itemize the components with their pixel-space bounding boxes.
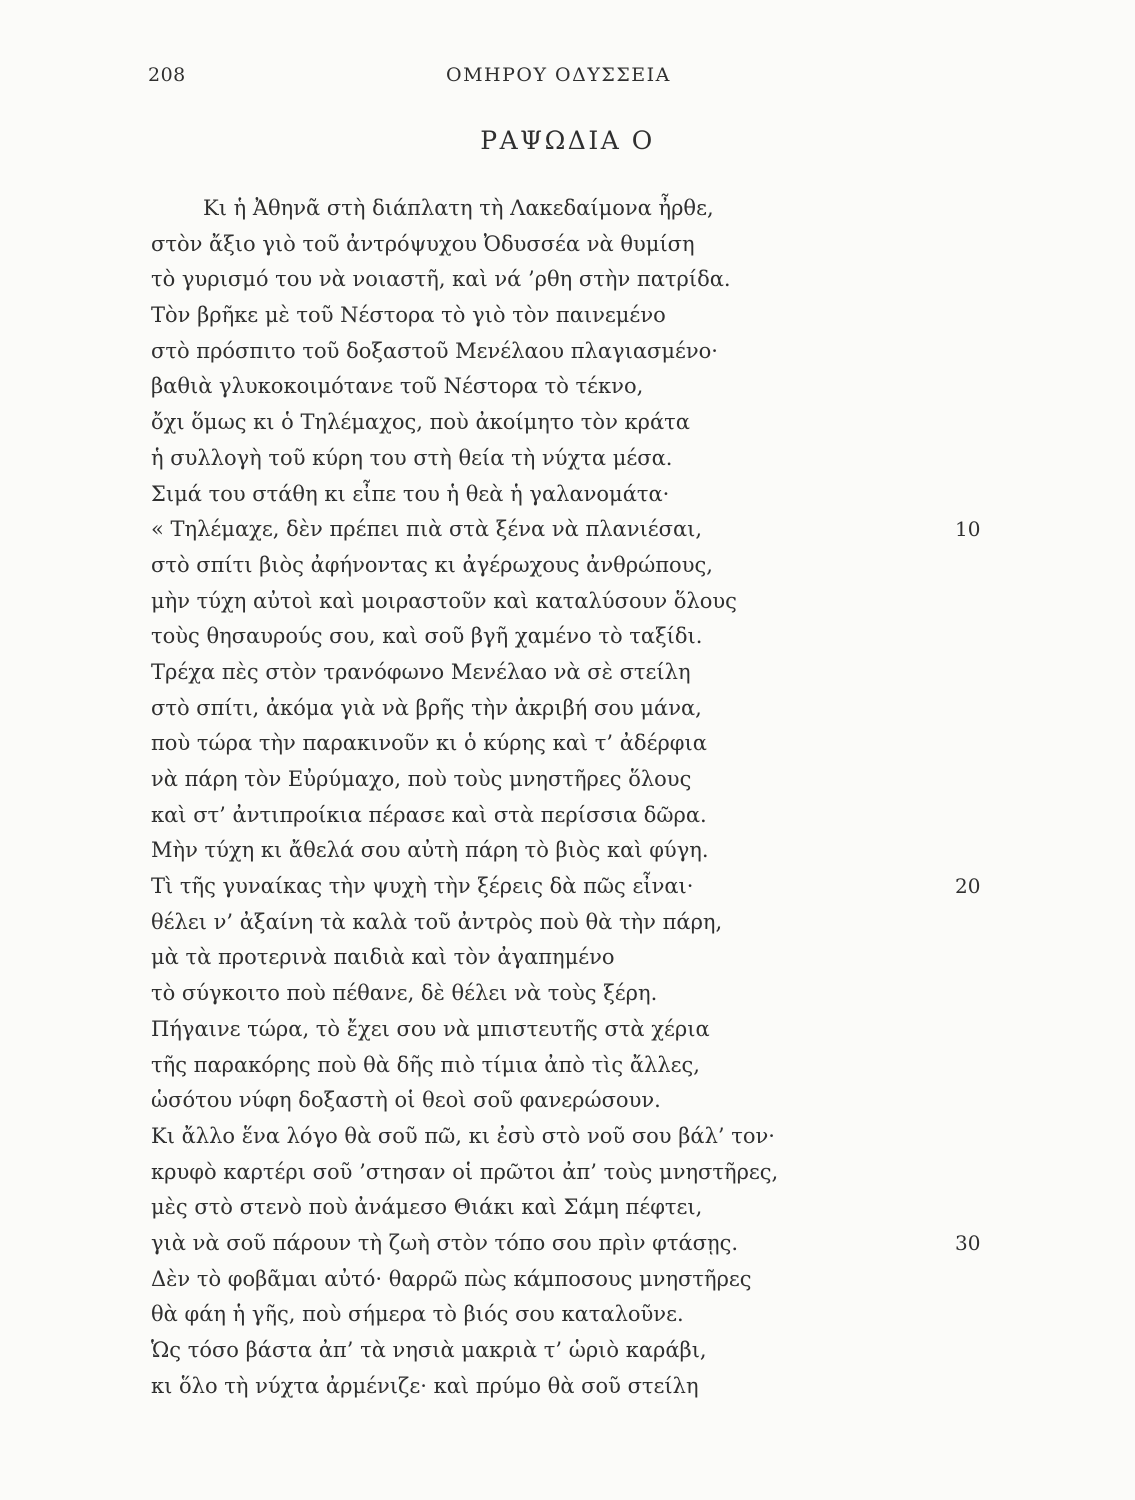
verse-line bbox=[151, 833, 1071, 869]
verse-text: Κι ἄλλο ἕνα λόγο θὰ σοῦ πῶ, κι ἐσὺ στὸ νοῦ σου βάλ’ τον· bbox=[151, 1123, 775, 1148]
chapter-title: ΡΑΨΩΔΙΑ Ο bbox=[480, 126, 655, 155]
verse-line bbox=[151, 1369, 1071, 1405]
verse-text: μὰ τὰ προτερινὰ παιδιὰ καὶ τὸν ἀγαπημένο bbox=[151, 945, 615, 970]
verse-line bbox=[151, 655, 1071, 691]
verse-text: τῆς παρακόρης ποὺ θὰ δῆς πιὸ τίμια ἀπὸ τὶς ἄλλες, bbox=[151, 1052, 700, 1077]
verse-text: Δὲν τὸ φοβᾶμαι αὐτό· θαρρῶ πὼς κάμποσους μνηστῆρες bbox=[151, 1266, 752, 1291]
verse-text: καὶ στ’ ἀντιπροίκια πέρασε καὶ στὰ περίσσια δῶρα. bbox=[151, 802, 707, 827]
verse-line bbox=[151, 1155, 1071, 1191]
verse-line bbox=[151, 1226, 1071, 1262]
verse-line bbox=[151, 1119, 1071, 1155]
verse-text: νὰ πάρη τὸν Εὐρύμαχο, ποὺ τοὺς μνηστῆρες ὅλους bbox=[151, 767, 692, 791]
verse-text: Κι ἡ Ἀθηνᾶ στὴ διάπλατη τὴ Λακεδαίμονα ἦρθε, bbox=[203, 196, 714, 220]
verse-line bbox=[151, 1333, 1071, 1369]
verse-text: Μὴν τύχη κι ἄθελά σου αὐτὴ πάρη τὸ βιὸς καὶ φύγη. bbox=[151, 838, 709, 863]
verse-block bbox=[151, 191, 1071, 1404]
verse-line bbox=[151, 405, 1071, 441]
verse-line bbox=[151, 1048, 1071, 1084]
verse-line bbox=[151, 334, 1071, 370]
verse-number: 20 bbox=[955, 874, 981, 899]
verse-line bbox=[151, 191, 1071, 227]
verse-text: τὸ γυρισμό του νὰ νοιαστῆ, καὶ νά ’ρθη στὴν πατρίδα. bbox=[151, 267, 731, 292]
verse-line bbox=[151, 262, 1071, 298]
verse-number: 30 bbox=[955, 1230, 981, 1255]
verse-text: στὸ σπίτι, ἀκόμα γιὰ νὰ βρῆς τὴν ἀκριβή σου μάνα, bbox=[151, 695, 702, 720]
verse-line bbox=[151, 1297, 1071, 1333]
verse-text: Τρέχα πὲς στὸν τρανόφωνο Μενέλαο νὰ σὲ στείλη bbox=[151, 659, 691, 684]
verse-text: Ὡς τόσο βάστα ἀπ’ τὰ νησιὰ μακριὰ τ’ ὡριὸ καράβι, bbox=[151, 1338, 707, 1362]
verse-text: Πήγαινε τώρα, τὸ ἔχει σου νὰ μπιστευτῆς στὰ χέρια bbox=[151, 1016, 710, 1041]
verse-line bbox=[151, 298, 1071, 334]
verse-text: ποὺ τώρα τὴν παρακινοῦν κι ὁ κύρης καὶ τ’ ἀδέρφια bbox=[151, 731, 707, 756]
verse-text: ὄχι ὅμως κι ὁ Τηλέμαχος, ποὺ ἀκοίμητο τὸν κράτα bbox=[151, 410, 690, 435]
verse-text: θέλει ν’ ἀξαίνη τὰ καλὰ τοῦ ἀντρὸς ποὺ θὰ τὴν πάρη, bbox=[151, 909, 723, 934]
verse-text: κι ὅλο τὴ νύχτα ἀρμένιζε· καὶ πρύμο θὰ σοῦ στείλη bbox=[151, 1373, 699, 1398]
verse-text: Τὶ τῆς γυναίκας τὴν ψυχὴ τὴν ξέρεις δὰ πῶς εἶναι· bbox=[151, 874, 694, 899]
verse-text: στὸν ἄξιο γιὸ τοῦ ἀντρόψυχου Ὀδυσσέα νὰ θυμίση bbox=[151, 231, 695, 256]
verse-text: Σιμά του στάθη κι εἶπε του ἡ θεὰ ἡ γαλανομάτα· bbox=[151, 481, 670, 506]
verse-text: « Τηλέμαχε, δὲν πρέπει πιὰ στὰ ξένα νὰ πλανιέσαι, bbox=[151, 517, 703, 542]
verse-line bbox=[151, 441, 1071, 477]
verse-text: στὸ πρόσπιτο τοῦ δοξαστοῦ Μενέλαου πλαγιασμένο· bbox=[151, 338, 718, 363]
verse-line bbox=[151, 976, 1071, 1012]
verse-text: μὴν τύχη αὐτοὶ καὶ μοιραστοῦν καὶ καταλύσουν ὅλους bbox=[151, 588, 737, 613]
verse-line bbox=[151, 548, 1071, 584]
verse-text: τοὺς θησαυρούς σου, καὶ σοῦ βγῆ χαμένο τὸ ταξίδι. bbox=[151, 624, 703, 649]
verse-text: ὡσότου νύφη δοξαστὴ οἱ θεοὶ σοῦ φανερώσουν. bbox=[151, 1088, 661, 1113]
verse-line bbox=[151, 905, 1071, 941]
verse-line bbox=[151, 369, 1071, 405]
verse-text: μὲς στὸ στενὸ ποὺ ἀνάμεσο Θιάκι καὶ Σάμη πέφτει, bbox=[151, 1195, 703, 1220]
verse-line bbox=[151, 584, 1071, 620]
verse-line bbox=[151, 869, 1071, 905]
verse-line bbox=[151, 477, 1071, 513]
verse-text: ἡ συλλογὴ τοῦ κύρη του στὴ θεία τὴ νύχτα μέσα. bbox=[151, 445, 673, 470]
verse-line bbox=[151, 940, 1071, 976]
verse-text: τὸ σύγκοιτο ποὺ πέθανε, δὲ θέλει νὰ τοὺς ξέρη. bbox=[151, 981, 658, 1006]
verse-number: 10 bbox=[955, 517, 981, 542]
verse-text: Τὸν βρῆκε μὲ τοῦ Νέστορα τὸ γιὸ τὸν παινεμένο bbox=[151, 303, 666, 328]
running-header-title: ΟΜΗΡΟΥ ΟΔΥΣΣΕΙΑ bbox=[446, 64, 671, 86]
verse-text: θὰ φάη ἡ γῆς, ποὺ σήμερα τὸ βιός σου καταλοῦνε. bbox=[151, 1302, 684, 1327]
verse-line bbox=[151, 1012, 1071, 1048]
verse-text: στὸ σπίτι βιὸς ἀφήνοντας κι ἀγέρωχους ἀνθρώπους, bbox=[151, 552, 713, 577]
verse-line bbox=[151, 726, 1071, 762]
verse-line bbox=[151, 798, 1071, 834]
verse-line bbox=[151, 227, 1071, 263]
verse-line bbox=[151, 691, 1071, 727]
verse-line bbox=[151, 1190, 1071, 1226]
verse-text: κρυφὸ καρτέρι σοῦ ’στησαν οἱ πρῶτοι ἀπ’ τοὺς μνηστῆρες, bbox=[151, 1159, 779, 1184]
verse-line bbox=[151, 619, 1071, 655]
verse-line bbox=[151, 762, 1071, 798]
verse-line bbox=[151, 512, 1071, 548]
page-number: 208 bbox=[148, 64, 186, 86]
verse-line bbox=[151, 1262, 1071, 1298]
verse-line bbox=[151, 1083, 1071, 1119]
verse-text: βαθιὰ γλυκοκοιμότανε τοῦ Νέστορα τὸ τέκνο, bbox=[151, 374, 644, 399]
verse-text: γιὰ νὰ σοῦ πάρουν τὴ ζωὴ στὸν τόπο σου πρὶν φτάσῃς. bbox=[151, 1230, 739, 1255]
